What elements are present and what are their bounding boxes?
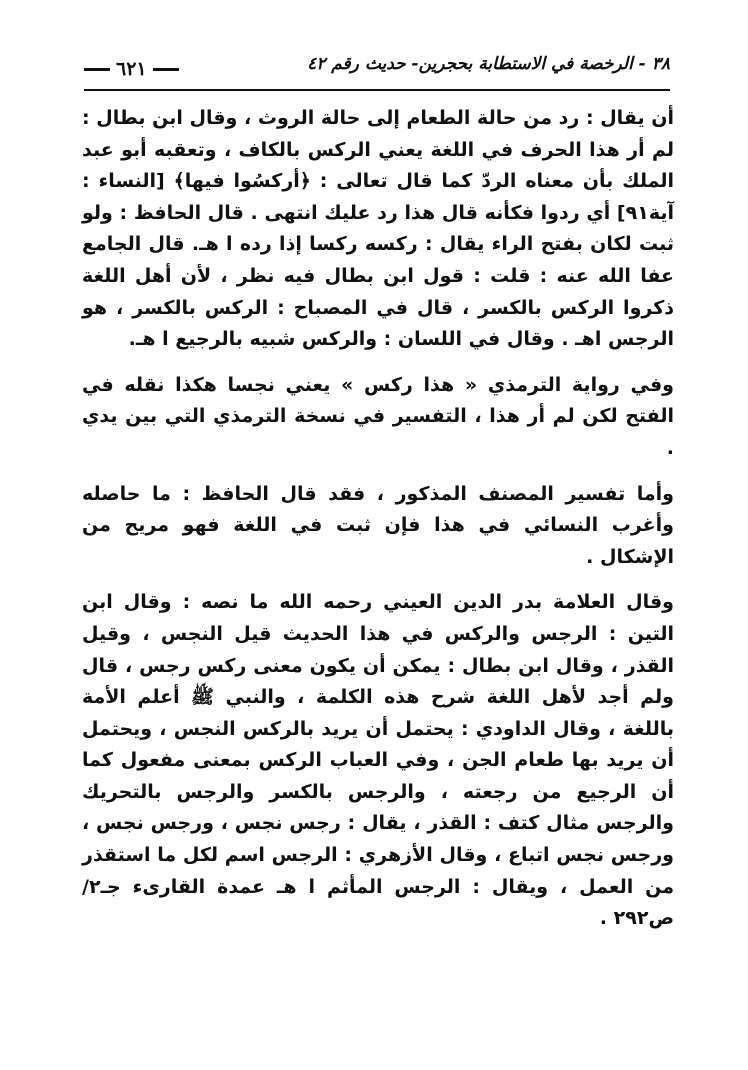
page-number-dash-left	[84, 68, 110, 71]
page-number	[84, 58, 179, 80]
body-text	[82, 103, 674, 935]
page-number-dash-right	[153, 68, 179, 71]
paragraph-4: وقال العلامة بدر الدين العيني رحمه الله ما نصه : وقال ابن التين : الرجس والركس في هذا الحديث قيل النجس ، وقيل القذر ، وقال ابن بطال : يمكن أن يكون معنى ركس رجس ، قال ولم أجد لأهل اللغة شرح هذه الكلمة ، والنبي ﷺ أعلم الأمة باللغة ، وقال الداودي : يحتمل أن يريد بالركس النجس ، ويحتمل أن يريد بها طعام الجن ، وفي العباب الركس بمعنى مفعول كما أن الرجيع من رجعته ، والرجس بالكسر والرجس بالتحريك والرجس مثال كتف : القذر ، يقال : رجس نجس ، ورجس نجس ، ورجس نجس اتباع ، وقال الأزهري : الرجس اسم لكل ما استقذر من العمل ، ويقال : الرجس المأثم ا هـ عمدة القارىء جـ٢/ ص٢٩٢ .	[82, 591, 674, 930]
page-number-value: ٦٢١	[116, 58, 147, 80]
paragraph-1: أن يقال : رد من حالة الطعام إلى حالة الروث ، وقال ابن بطال : لم أر هذا الحرف في اللغة يعني الركس بالكاف ، وتعقبه أبو عبد الملك بأن معناه الردّ كما قال تعالى : ﴿أركسُوا فيها﴾ [النساء : آية٩١] أي ردوا فكأنه قال هذا رد عليك انتهى . قال الحافظ : ولو ثبت لكان بفتح الراء يقال : ركسه ركسا إذا رده ا هـ. قال الجامع عفا الله عنه : قلت : قول ابن بطال فيه نظر ، لأن أهل اللغة ذكروا الركس بالكسر ، قال في المصباح : الركس بالكسر ، هو الرجس اهـ . وقال في اللسان : والركس شبيه بالرجيع ا هـ.	[82, 107, 674, 351]
header-rule	[84, 89, 670, 91]
page-header	[84, 40, 670, 90]
running-head: ٣٨ - الرخصة في الاستطابة بحجرين- حديث رقم ٤٢	[307, 54, 670, 74]
paragraph-2: وفي رواية الترمذي « هذا ركس » يعني نجسا هكذا نقله في الفتح لكن لم أر هذا ، التفسير في نسخة الترمذي التي بين يدي .	[82, 373, 674, 459]
paragraph-3: وأما تفسير المصنف المذكور ، فقد قال الحافظ : ما حاصله وأغرب النسائي في هذا فإن ثبت في اللغة فهو مريح من الإشكال .	[82, 482, 674, 568]
